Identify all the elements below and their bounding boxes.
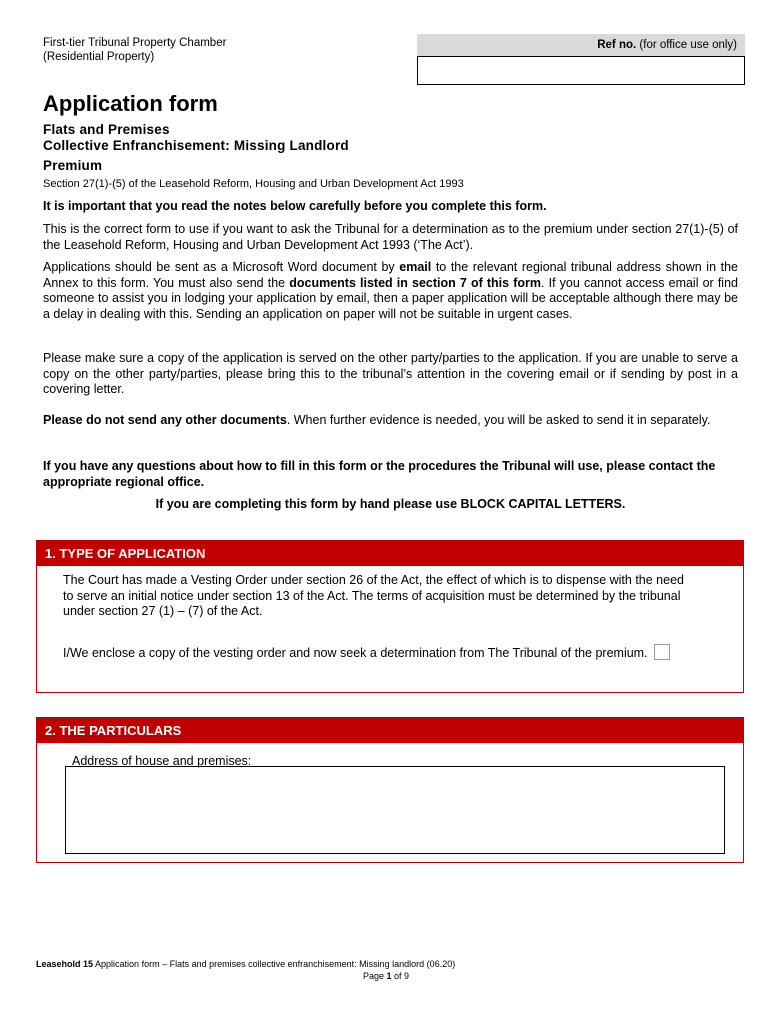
- p2-email: email: [399, 260, 432, 274]
- ref-label-note: (for office use only): [636, 39, 737, 51]
- p4-rest: . When further evidence is needed, you will be asked to send it in separately.: [286, 413, 711, 427]
- intro-paragraph-4: [43, 413, 738, 429]
- subtitle-premium: Premium: [43, 158, 103, 173]
- page-footer: [36, 958, 736, 982]
- footer-form-desc: Application form – Flats and premises collective enfranchisement: Missing landlord (06.20): [93, 959, 456, 969]
- p4-bold: Please do not send any other documents: [43, 413, 287, 427]
- section-2-heading: 2. THE PARTICULARS: [37, 718, 743, 743]
- page-of: of: [391, 971, 405, 981]
- section-reference: Section 27(1)-(5) of the Leasehold Reform, Housing and Urban Development Act 1993: [43, 178, 464, 190]
- chamber-name: [43, 36, 226, 64]
- section-type-of-application: [36, 540, 744, 693]
- section-1-text-1: The Court has made a Vesting Order under section 26 of the Act, the effect of which is to dispense with the need to serve an initial notice under section 13 of the Act. The terms of acquisition must be determined by the tribunal under section 27 (1) – (7) of the Act.: [63, 573, 684, 618]
- page-title: Application form: [43, 91, 218, 116]
- p2-text-a: Applications should be sent as a Microsoft Word document by: [43, 260, 400, 274]
- p2-text-e: . If you cannot access email or find someone to assist you in lodging your application by email, then a paper application will be acceptable although there may be a delay in dealing with this. Sending an application on paper will not be suitable in urgent cases.: [43, 275, 738, 321]
- ref-label-bold: Ref no.: [597, 39, 637, 51]
- subtitle-flats: Flats and Premises: [43, 122, 170, 137]
- page-total: 9: [404, 971, 410, 981]
- intro-paragraph-1: This is the correct form to use if you want to ask the Tribunal for a determination as to the premium under section 27(1)-(5) of the Leasehold Reform, Housing and Urban Development Act 1993 (‘The Act’).: [43, 222, 738, 252]
- intro-paragraph-2: [43, 260, 738, 322]
- section-1-heading: 1. TYPE OF APPLICATION: [37, 541, 743, 566]
- footer-page-number: [36, 970, 736, 982]
- section-1-text-2-label: I/We enclose a copy of the vesting order and now seek a determination from The Tribunal of the premium.: [63, 646, 648, 660]
- footer-form-title: [36, 958, 736, 970]
- block-capitals-note: If you are completing this form by hand please use BLOCK CAPITAL LETTERS.: [155, 497, 626, 511]
- ref-number-field[interactable]: [417, 56, 745, 85]
- page-current: 1: [386, 971, 392, 981]
- p2-text-c: to the relevant regional tribunal address shown in the Annex to this form. You must also send the: [43, 260, 738, 290]
- page-prefix: Page: [362, 971, 387, 981]
- ref-label: [417, 34, 745, 56]
- address-label: Address of house and premises:: [72, 754, 252, 768]
- chamber-line-2: (Residential Property): [43, 51, 155, 63]
- intro-paragraph-5: If you have any questions about how to fill in this form or the procedures the Tribunal will use, please contact the appropriate regional office.: [43, 459, 716, 489]
- address-field[interactable]: [65, 766, 725, 854]
- chamber-line-1: First-tier Tribunal Property Chamber: [43, 37, 227, 49]
- intro-paragraph-3: Please make sure a copy of the application is served on the other party/parties to the application. If you are unable to serve a copy on the other party/parties, please bring this to the tribunal’s attention in the covering email or if sending by post in a covering letter.: [43, 351, 738, 396]
- footer-form-code: Leasehold 15: [36, 959, 94, 969]
- premium-checkbox[interactable]: [654, 644, 670, 660]
- section-particulars: [36, 717, 744, 863]
- section-1-text-2: [63, 644, 693, 662]
- p2-documents: documents listed in section 7 of this form: [289, 275, 542, 290]
- important-notice: It is important that you read the notes below carefully before you complete this form.: [43, 199, 547, 213]
- subtitle-enfranchisement: Collective Enfranchisement: Missing Landlord: [43, 138, 349, 153]
